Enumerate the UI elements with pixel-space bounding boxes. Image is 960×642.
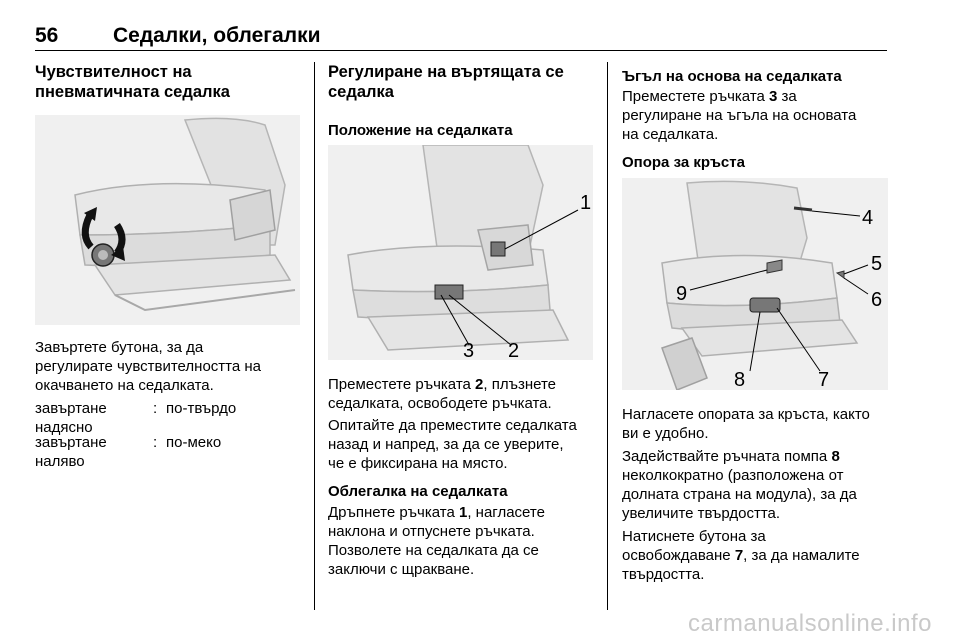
- lever-ref-1: 1: [459, 504, 468, 521]
- backrest-heading: Облегалка на седалката: [328, 483, 508, 500]
- callout-4: 4: [862, 207, 874, 229]
- callout-6: 6: [871, 289, 883, 311]
- seat-position-figure: [328, 145, 593, 360]
- col2-para2: Опитайте да преместите седалката назад и напред, за да се уверите, че е фиксирана на място.: [328, 417, 577, 472]
- def-softer: по-меко: [166, 434, 222, 451]
- col1-body: Завъртете бутона, за да регулирате чувствителността на окачването на седалката.: [35, 339, 261, 394]
- col3-para4: Натиснете бутона за освобождаване 7, за да намалите твърдостта.: [622, 528, 860, 583]
- col2-para1: Преместете ръчката 2, плъзнете седалката, освободете ръчката.: [328, 376, 557, 412]
- seat-sensitivity-figure: [35, 115, 300, 325]
- callout-2: 2: [508, 340, 520, 360]
- callout-3: 3: [463, 340, 475, 360]
- def-separator: :: [153, 400, 158, 417]
- callout-5: 5: [871, 253, 883, 275]
- release-ref-7: 7: [734, 547, 744, 564]
- callout-8: 8: [734, 369, 746, 390]
- column-divider-2: [607, 62, 608, 610]
- lumbar-support-figure: [622, 178, 888, 390]
- page-number: 56: [35, 24, 59, 47]
- term-right: завъртане: [35, 400, 107, 417]
- lever-ref-2: 2: [475, 376, 484, 393]
- term-left: завъртане: [35, 434, 107, 451]
- def-harder: по-твърдо: [166, 400, 237, 417]
- callout-9: 9: [676, 283, 688, 305]
- lever-ref-3: 3: [769, 88, 778, 105]
- swivel-seat-illustration: [328, 145, 593, 360]
- col2-para3: Дръпнете ръчката 1, нагласете наклона и отпуснете ръчката. Позволете на седалката да се заключи с щракване.: [328, 504, 545, 578]
- chapter-title: Седалки, облегалки: [113, 24, 321, 47]
- seat-base-angle-heading: Ъгъл на основа на седалката: [622, 68, 842, 85]
- seat-position-heading: Положение на седалката: [328, 122, 513, 139]
- col3-para1: Преместете ръчката 3 за регулиране на ъгъла на основата на седалката.: [622, 88, 857, 143]
- def-separator: :: [153, 434, 158, 451]
- pump-ref-8: 8: [831, 448, 840, 465]
- page-header: [35, 22, 887, 51]
- col3-para2: Нагласете опората за кръста, както ви е удобно.: [622, 406, 870, 442]
- seat-sensitivity-illustration: [35, 115, 300, 325]
- watermark: carmanualsonline.info: [688, 610, 932, 637]
- col3-para3: Задействайте ръчната помпа 8 неколкократно (разположена от долната страна на модула), за да увеличите твърдостта.: [622, 448, 857, 522]
- col2-heading: Регулиране на въртящата се седалка: [328, 63, 564, 101]
- callout-7: 7: [818, 369, 830, 390]
- callout-1: 1: [580, 192, 592, 214]
- col1-heading: Чувствителност на пневматичната седалка: [35, 63, 230, 101]
- lumbar-support-illustration: [622, 178, 888, 390]
- column-divider-1: [314, 62, 315, 610]
- lumbar-support-heading: Опора за кръста: [622, 154, 745, 171]
